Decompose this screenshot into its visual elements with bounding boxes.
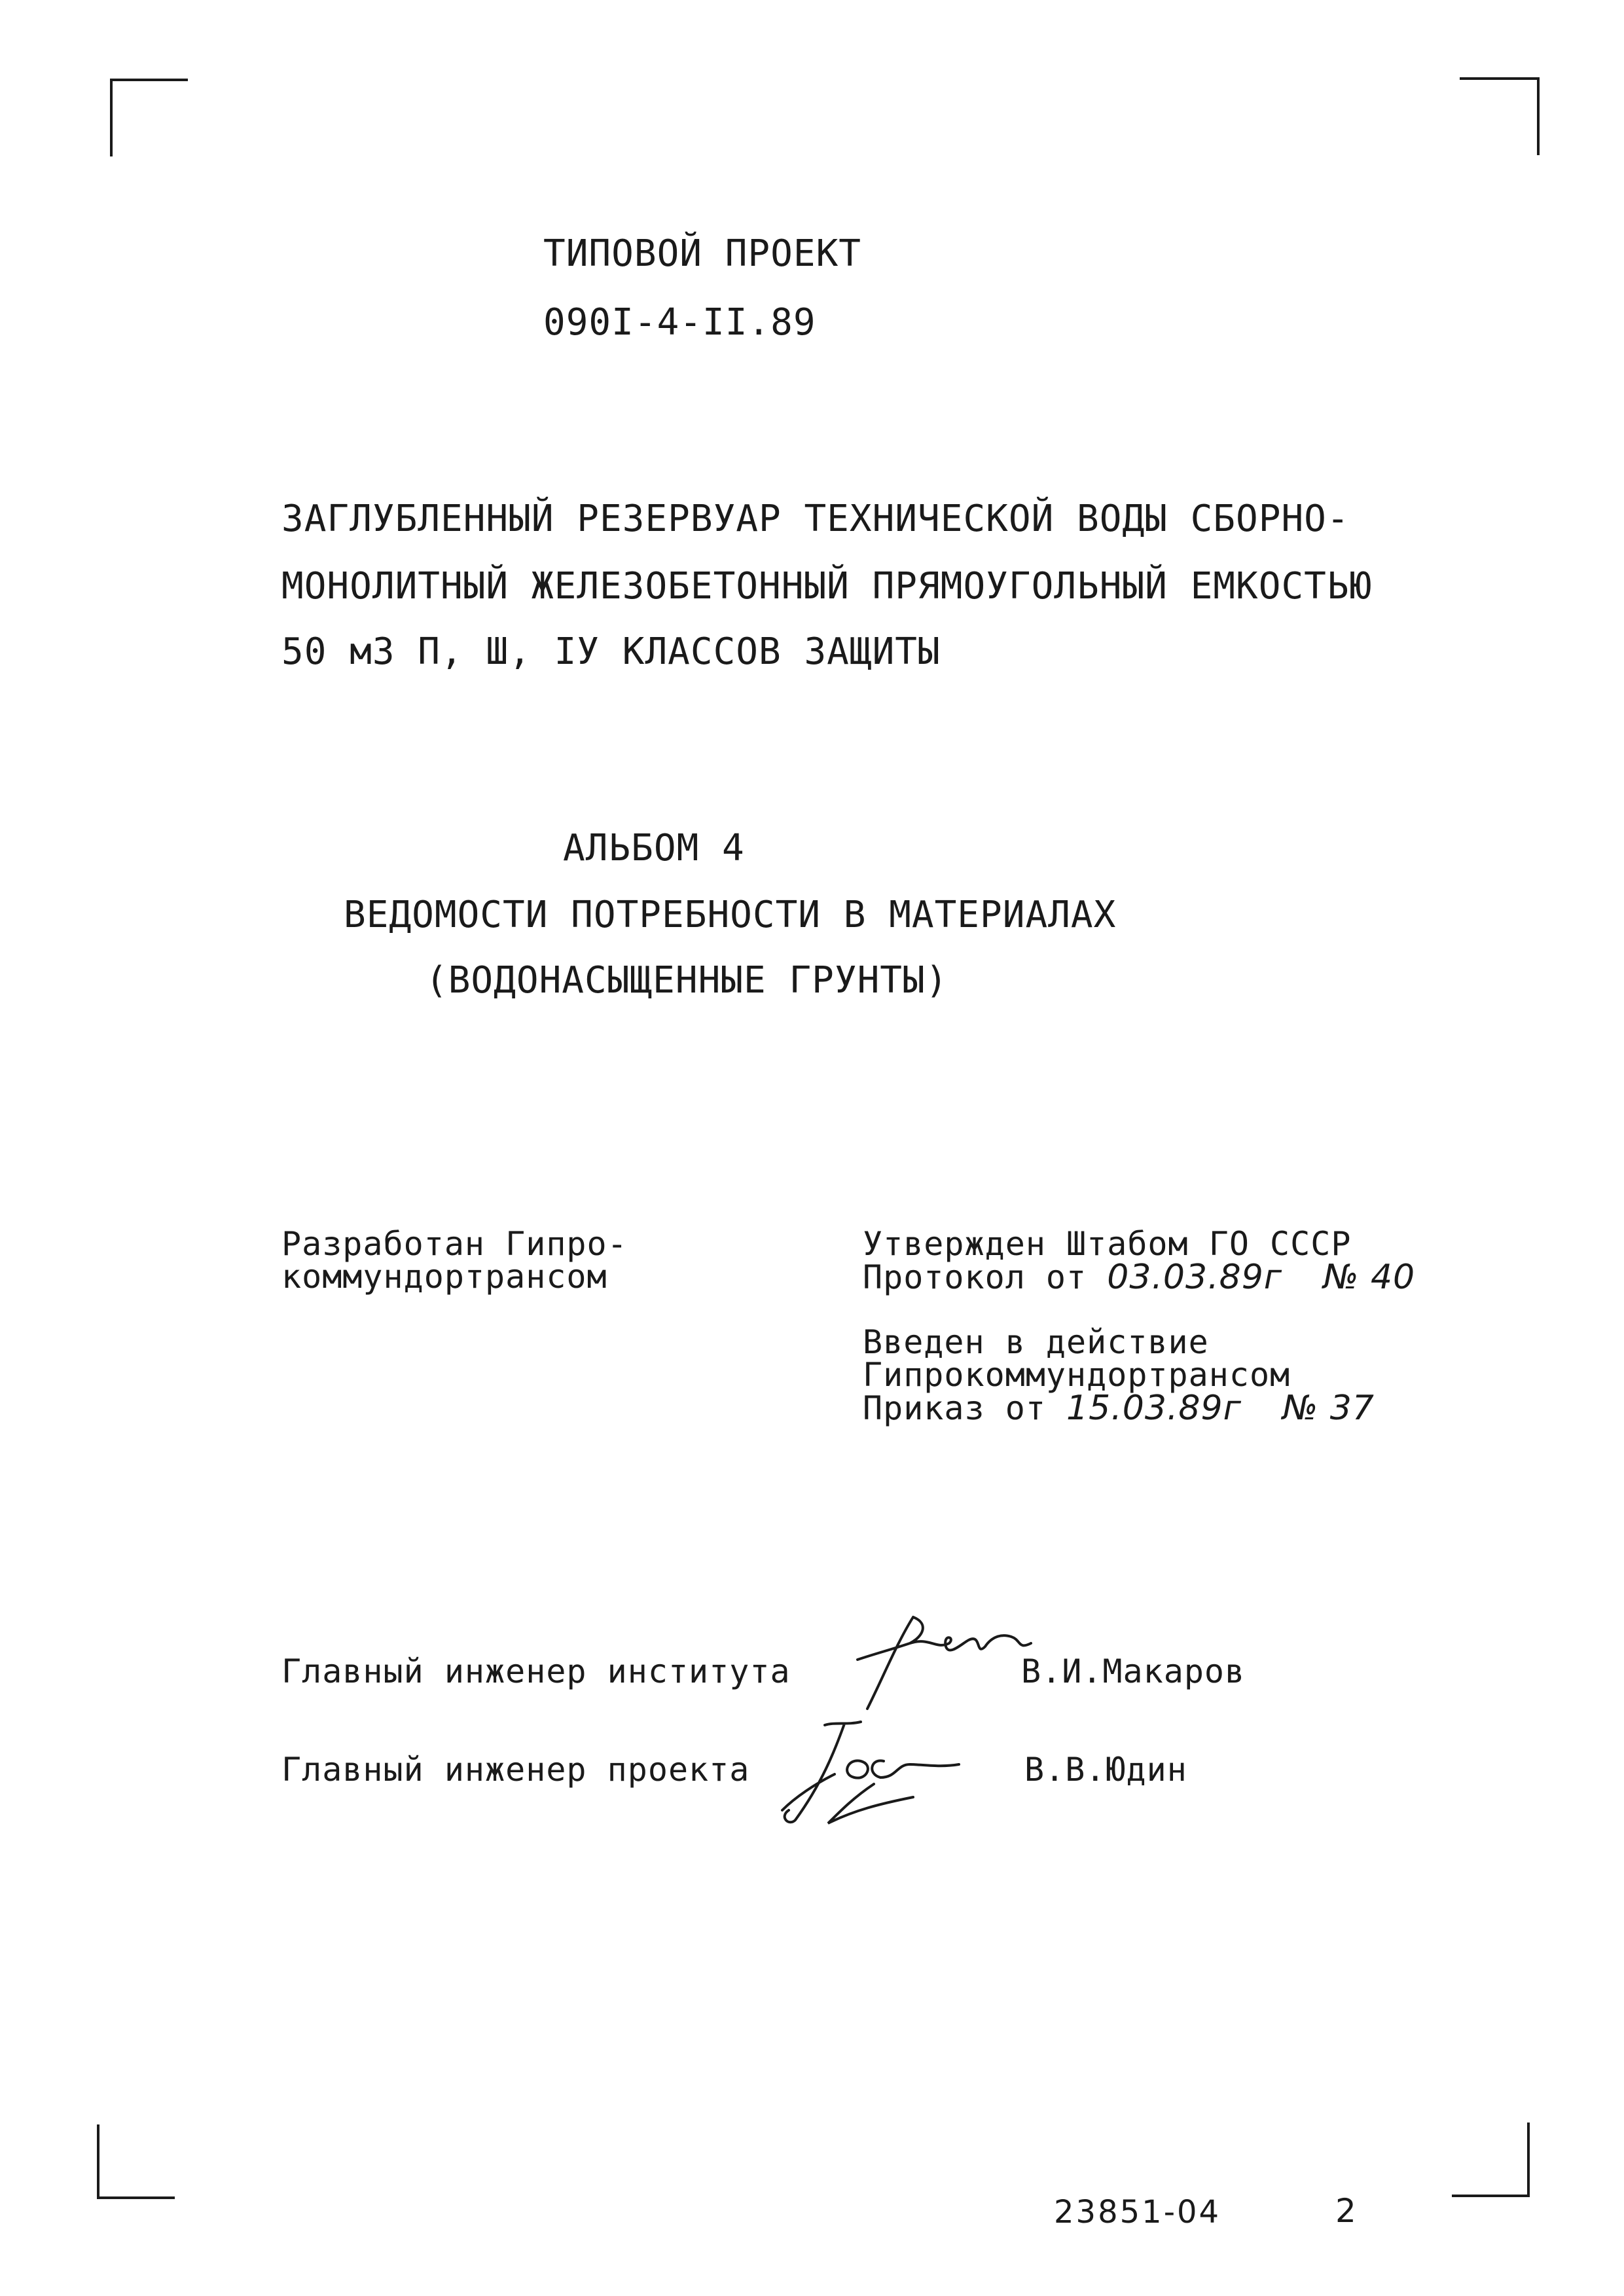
- order-g: г: [1223, 1389, 1242, 1428]
- developer-line-1: Разработан Гипро-: [281, 1225, 628, 1263]
- corner-mark-top-right: [1460, 77, 1540, 155]
- protocol-g: г: [1263, 1258, 1283, 1297]
- developer-line-2: коммундортрансом: [281, 1258, 607, 1296]
- signature-chief-project: [769, 1712, 979, 1830]
- title-line-2: МОНОЛИТНЫЙ ЖЕЛЕЗОБЕТОННЫЙ ПРЯМОУГОЛЬНЫЙ ЕМКОСТЬЮ: [281, 565, 1373, 608]
- approval-line-3: Введен в действие: [863, 1323, 1209, 1361]
- protocol-prefix: Протокол от: [863, 1258, 1108, 1296]
- signature-chief-institute: [851, 1597, 1047, 1715]
- album-subtitle-2: (ВОДОНАСЫЩЕННЫЕ ГРУНТЫ): [425, 959, 948, 1002]
- chief-institute-name: В.И.Макаров: [1021, 1652, 1246, 1690]
- approval-line-1: Утвержден Штабом ГО СССР: [863, 1225, 1352, 1263]
- order-date: 15.03.89: [1066, 1389, 1223, 1428]
- project-label: ТИПОВОЙ ПРОЕКТ: [543, 232, 862, 275]
- album-subtitle-1: ВЕДОМОСТИ ПОТРЕБНОСТИ В МАТЕРИАЛАХ: [344, 894, 1117, 936]
- album-label: АЛЬБОМ 4: [563, 827, 745, 869]
- title-line-1: ЗАГЛУБЛЕННЫЙ РЕЗЕРВУАР ТЕХНИЧЕСКОЙ ВОДЫ СБОРНО-: [281, 498, 1350, 540]
- order-number: № 37: [1282, 1389, 1375, 1428]
- title-line-3: 50 м3 П, Ш, IУ КЛАССОВ ЗАЩИТЫ: [281, 630, 941, 673]
- chief-project-name: В.В.Юдин: [1024, 1751, 1187, 1789]
- page-number: 2: [1335, 2192, 1357, 2230]
- corner-mark-top-left: [110, 79, 188, 156]
- order-prefix: Приказ от: [863, 1389, 1067, 1427]
- chief-project-label: Главный инженер проекта: [281, 1751, 750, 1789]
- corner-mark-bottom-left: [97, 2124, 175, 2199]
- order-line: [863, 1389, 1375, 1428]
- corner-mark-bottom-right: [1452, 2123, 1530, 2197]
- protocol-line: [863, 1258, 1416, 1297]
- document-number: 23851-04: [1054, 2194, 1221, 2231]
- project-code: 090I-4-II.89: [543, 301, 816, 344]
- chief-institute-label: Главный инженер института: [281, 1652, 791, 1690]
- protocol-number: № 40: [1323, 1258, 1416, 1297]
- protocol-date: 03.03.89: [1107, 1258, 1264, 1297]
- approval-line-4: Гипрокоммундортрансом: [863, 1356, 1291, 1394]
